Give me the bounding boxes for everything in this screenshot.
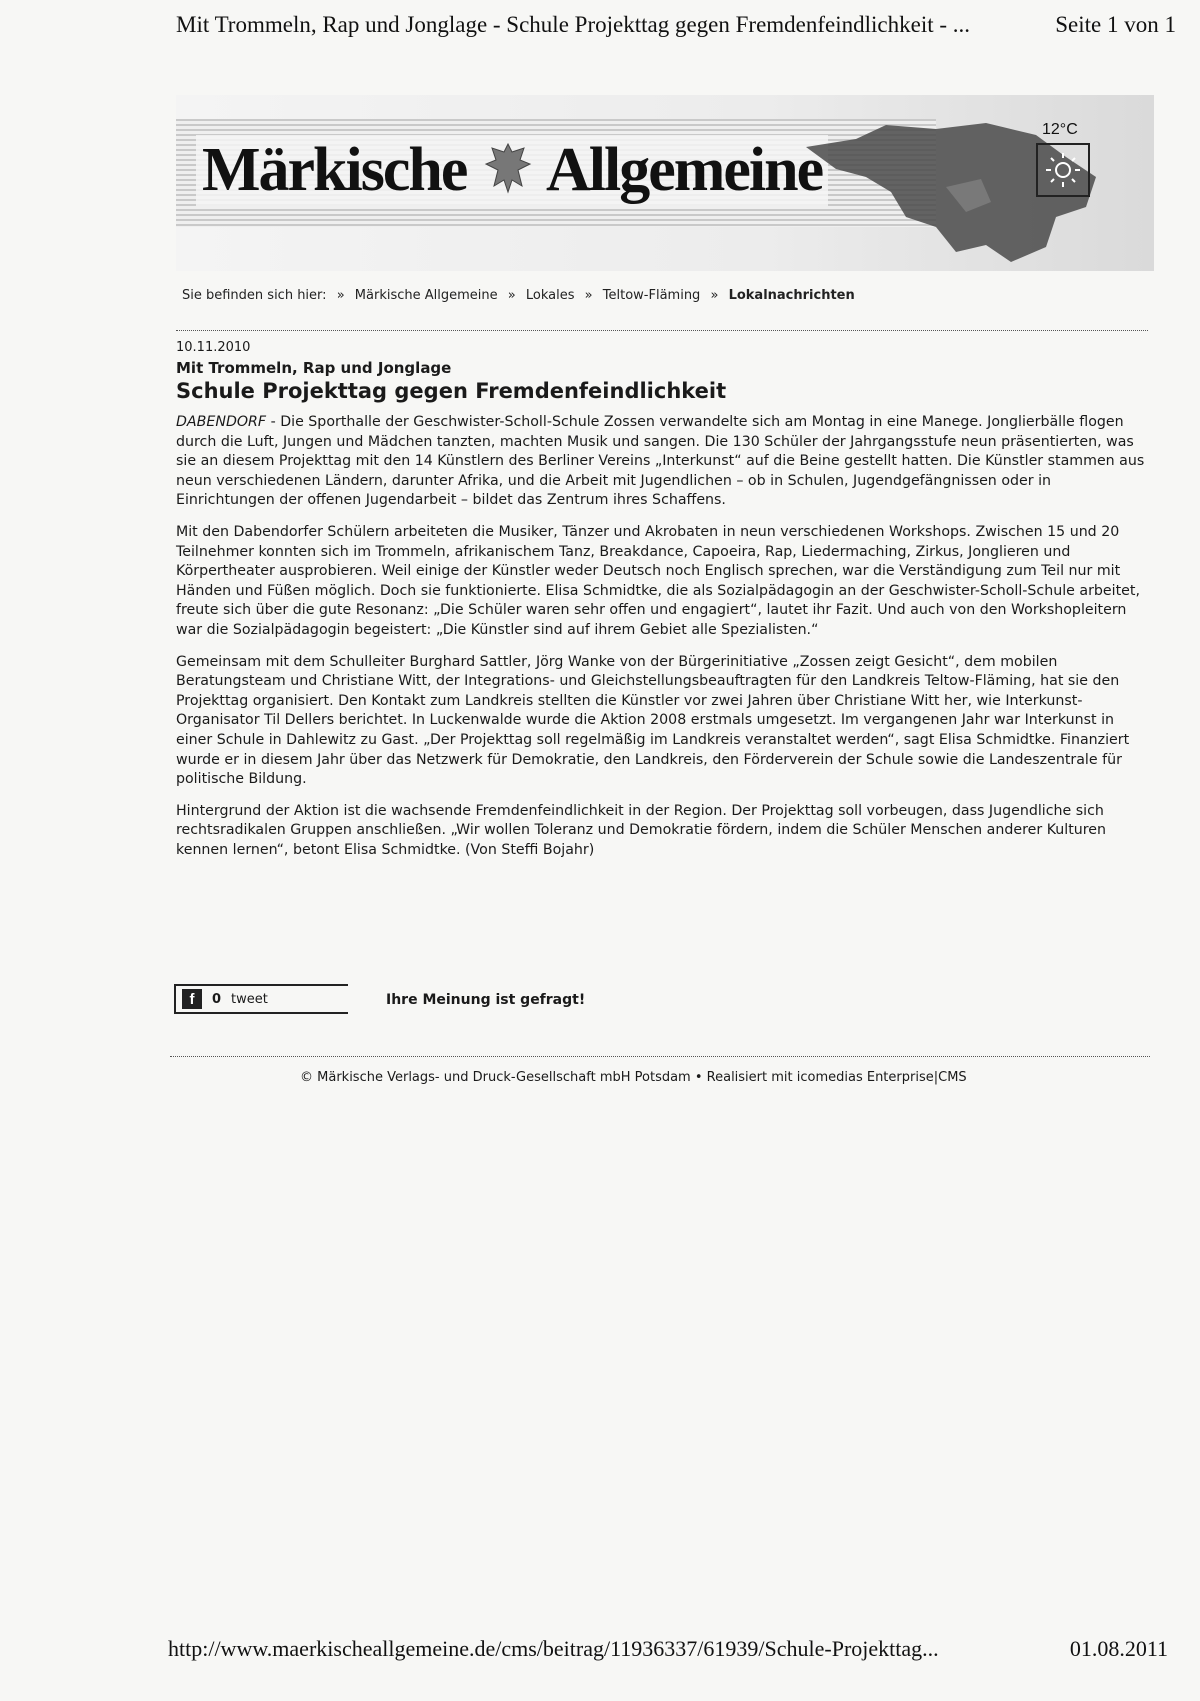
copyright-notice: © Märkische Verlags- und Druck-Gesellschaft mbH Potsdam • Realisiert mit icomedias Enterprise|CMS <box>300 1070 967 1085</box>
chevron-right-icon: » <box>710 288 719 303</box>
print-footer-date: 01.08.2011 <box>1069 1636 1168 1661</box>
tweet-button[interactable]: tweet <box>231 991 268 1007</box>
article-paragraph: Mit den Dabendorfer Schülern arbeiteten die Musiker, Tänzer und Akrobaten in neun verschiedenen Workshops. Zwischen 15 und 20 Teilnehmer konnten sich im Trommeln, afrikanischem Tanz, Breakdance, Capoeira, Rap, Liedermaching, Zirkus, Jonglieren und Körpertheater ausprobieren. Weil einige der Künstler weder Deutsch noch Englisch sprechen, war die Verständigung zum Teil nur mit Händen und Füßen möglich. Doch sie funktionierte. Elisa Schmidtke, die als Sozialpädagogin an der Geschwister-Scholl-Schule arbeitet, freute sich über die gute Resonanz: „Die Schüler waren sehr offen und engagiert“, lautet ihr Fazit. Und auch von den Workshopleitern war die Sozialpädagogin begeistert: „Die Künstler sind auf ihrem Gebiet alle Spezialisten.“ <box>176 523 1140 638</box>
weather-widget[interactable] <box>1036 143 1090 197</box>
article-dateline: DABENDORF <box>176 414 267 430</box>
breadcrumb <box>182 288 855 303</box>
breadcrumb-item-maerkische-allgemeine[interactable]: Märkische Allgemeine <box>354 288 498 303</box>
article <box>176 340 1152 872</box>
article-paragraph: Hintergrund der Aktion ist die wachsende Fremdenfeindlichkeit in der Region. Der Projekttag soll vorbeugen, dass Jugendliche sich rechtsradikalen Gruppen anschließen. „Wir wollen Toleranz und Demokratie fördern, indem die Schüler Menschen anderer Kulturen kennen lernen“, betont Elisa Schmidtke. (Von Steffi Bojahr) <box>176 802 1107 858</box>
breadcrumb-prefix: Sie befinden sich hier: <box>182 288 327 303</box>
article-paragraph-text: - Die Sporthalle der Geschwister-Scholl-Schule Zossen verwandelte sich am Montag in eine Manege. Jonglierbälle flogen durch die Luft, Jungen und Mädchen tanzten, machten Musik und sangen. Die 130 Schüler der Jahrgangsstufe neun präsentierten, was sie an diesem Projekttag mit den 14 Künstlern des Berliner Vereins „Interkunst“ auf die Beine gestellt hatten. Die Künstler stammen aus neun verschiedenen Ländern, darunter Afrika, und die Arbeit mit Jugendlichen – ob in Schulen, Jugendgefängnissen oder in Einrichtungen der offenen Jugendarbeit – bildet das Zentrum ihres Schaffens. <box>176 414 1145 509</box>
breadcrumb-item-teltow-flaeming[interactable]: Teltow-Fläming <box>602 288 701 303</box>
chevron-right-icon: » <box>507 288 516 303</box>
article-kicker: Mit Trommeln, Rap und Jonglage <box>176 359 452 377</box>
divider-top <box>176 330 1148 331</box>
logo-word-2: Allgemeine <box>545 136 823 204</box>
facebook-icon[interactable]: f <box>182 989 202 1009</box>
chevron-right-icon: » <box>584 288 593 303</box>
eagle-icon <box>484 140 532 196</box>
share-count: 0 <box>212 991 222 1007</box>
share-widget[interactable] <box>174 984 348 1014</box>
masthead-banner <box>176 95 1154 271</box>
logo-word-1: Märkische <box>202 136 467 204</box>
breadcrumb-item-lokales[interactable]: Lokales <box>525 288 575 303</box>
chevron-right-icon: » <box>336 288 345 303</box>
newspaper-logo[interactable] <box>196 135 828 206</box>
article-date: 10.11.2010 <box>176 340 251 355</box>
print-header <box>176 12 1176 38</box>
print-footer-url: http://www.maerkischeallgemeine.de/cms/beitrag/11936337/61939/Schule-Projekttag... <box>168 1636 939 1661</box>
print-header-title: Mit Trommeln, Rap und Jonglage - Schule Projekttag gegen Fremdenfeindlichkeit - ... <box>176 12 971 37</box>
article-headline: Schule Projekttag gegen Fremdenfeindlichkeit <box>176 379 727 403</box>
article-paragraph <box>176 413 1152 511</box>
print-footer <box>168 1636 1168 1662</box>
opinion-link[interactable]: Ihre Meinung ist gefragt! <box>386 992 586 1008</box>
breadcrumb-current: Lokalnachrichten <box>728 288 855 303</box>
article-paragraph: Gemeinsam mit dem Schulleiter Burghard Sattler, Jörg Wanke von der Bürgerinitiative „Zossen zeigt Gesicht“, dem mobilen Beratungsteam und Christiane Witt, der Integrations- und Gleichstellungsbeauftragten für den Landkreis Teltow-Fläming, hat sie den Projekttag organisiert. Den Kontakt zum Landkreis stellten die Künstler vor zwei Jahren über Christiane Witt her, wie Interkunst-Organisator Til Dellers berichtet. In Luckenwalde wurde die Aktion 2008 erstmals umgesetzt. Im vergangenen Jahr war Interkunst in einer Schule in Dahlewitz zu Gast. „Der Projekttag soll regelmäßig im Landkreis veranstaltet werden“, sagt Elisa Schmidtke. Finanziert wurde er in diesem Jahr über das Netzwerk für Demokratie, den Landkreis, den Förderverein der Schule sowie die Landeszentrale für politische Bildung. <box>176 653 1130 788</box>
temperature-label: 12°C <box>1042 121 1078 138</box>
sun-icon <box>1038 145 1088 195</box>
print-header-page: Seite 1 von 1 <box>1055 12 1176 37</box>
divider-bottom <box>170 1056 1150 1057</box>
